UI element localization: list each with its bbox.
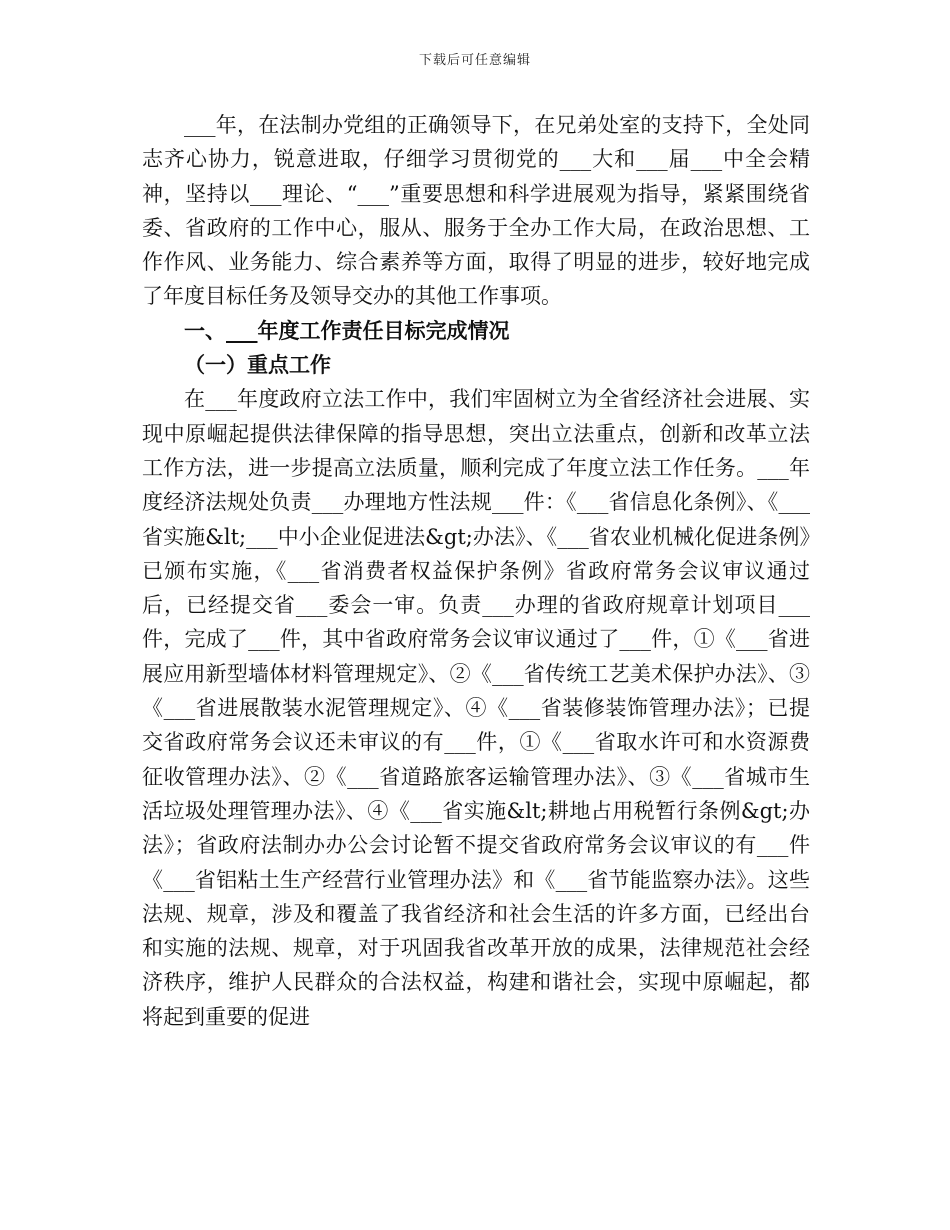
intro-paragraph: ___年，在法制办党组的正确领导下，在兄弟处室的支持下，全处同志齐心协力，锐意进取，仔细学习贯彻党的___大和___届___中全会精神，坚持以___理论、“___”重要思想和科学进展观为指导，紧紧围绕省委、省政府的工作中心，服从、服务于全办工作大局，在政治思想、工作作风、业务能力、综合素养等方面，取得了明显的进步，较好地完成了年度目标任务及领导交办的其他工作事项。 — [142, 113, 810, 309]
section-heading: 一、___年度工作责任目标完成情况 — [184, 318, 510, 343]
page-header: 下载后可任意编辑 — [418, 53, 531, 68]
subsection-heading: （一）重点工作 — [184, 353, 331, 378]
main-paragraph: 在___年度政府立法工作中，我们牢固树立为全省经济社会进展、实现中原崛起提供法律保障的指导思想，突出立法重点，创新和改革立法工作方法，进一步提高立法质量，顺利完成了年度立法工作任务。___年度经济法规处负责___办理地方性法规___件：《___省信息化条例》、《___省实施&lt;___中小企业促进法&gt;办法》、《___省农业机械化促进条例》已颁布实施，《___省消费者权益保护条例》省政府常务会议审议通过后，已经提交省___委会一审。负责___办理的省政府规章计划项目___件，完成了___件，其中省政府常务会议审议通过了___件，①《___省进展应用新型墙体材料管理规定》、②《___省传统工艺美术保护办法》、③《___省进展散装水泥管理规定》、④《___省装修装饰管理办法》；已提交省政府常务会议还未审议的有___件，①《___省取水许可和水资源费征收管理办法》、②《___省道路旅客运输管理办法》、③《___省城市生活垃圾处理管理办法》、④《___省实施&lt;耕地占用税暂行条例&gt;办法》；省政府法制办办公会讨论暂不提交省政府常务会议审议的有___件《___省铝粘土生产经营行业管理办法》和《___省节能监察办法》。这些法规、规章，涉及和覆盖了我省经济和社会生活的许多方面，已经出台和实施的法规、规章，对于巩固我省改革开放的成果，法律规范社会经济秩序，维护人民群众的合法权益，构建和谐社会，实现中原崛起，都将起到重要的促进 — [142, 387, 810, 1029]
document-body — [142, 108, 810, 1034]
